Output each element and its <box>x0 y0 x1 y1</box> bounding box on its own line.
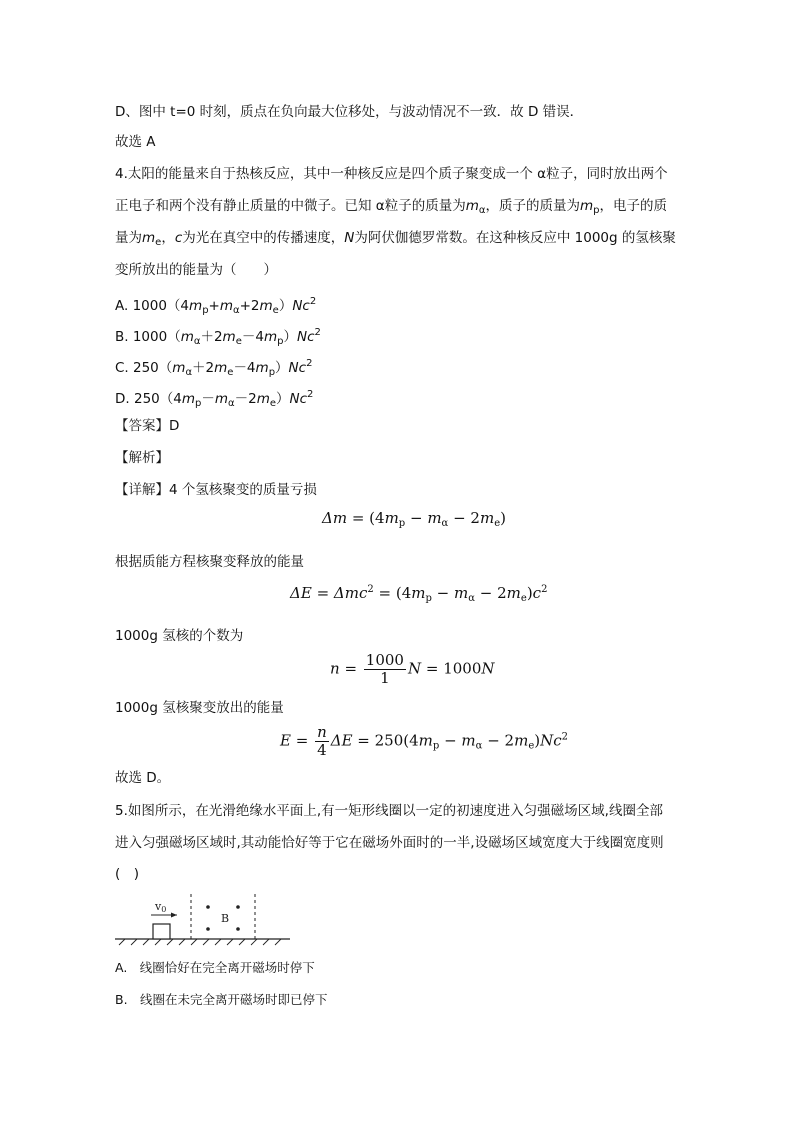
var: m <box>579 198 594 214</box>
var: m <box>384 509 399 527</box>
equation-energy: $\Delta E = \Delta mc^2 = (4m_p - m_\alpha - 2m_e)c^2$ <box>290 584 548 604</box>
option-b: B. $1000(m_\alpha+2m_e-4m_p)Nc^2$ <box>115 327 321 347</box>
question-5-stem: 5.如图所示，在光滑绝缘水平面上,有一矩形线圈以一定的初速度进入匀强磁场区域,线圈全部 <box>115 803 663 819</box>
var: m <box>256 391 270 407</box>
sub: α <box>228 398 235 409</box>
text-line: 根据质能方程核聚变释放的能量 <box>115 554 304 570</box>
question-4-stem <box>115 196 667 221</box>
detail-text: 4 个氢核聚变的质量亏损 <box>169 482 317 498</box>
var: n <box>330 659 340 678</box>
var: m <box>465 198 479 214</box>
sub: α <box>193 336 201 347</box>
fraction <box>315 724 329 759</box>
sub: e <box>520 593 527 604</box>
var: m <box>418 731 433 750</box>
var: Nc <box>292 298 310 314</box>
fraction <box>364 652 406 687</box>
numerator: 1000 <box>365 651 404 669</box>
answer-tag: 【答案】 <box>115 418 169 434</box>
equation-count: n = $\frac{1000}{1}$ N = 1000N <box>330 651 495 687</box>
question-4-stem: 4.太阳的能量来自于热核反应，其中一种核反应是四个质子聚变成一个 α粒子，同时放出两个 <box>115 166 668 182</box>
var: Nc <box>288 360 307 376</box>
detail <box>115 480 317 500</box>
var: m <box>214 360 228 376</box>
sub: e <box>235 336 242 347</box>
velocity-label: v0 <box>155 900 167 914</box>
var: c <box>174 230 183 246</box>
sub: p <box>593 205 600 216</box>
denominator: 1 <box>380 669 390 687</box>
sub: e <box>269 398 277 409</box>
sub: e <box>494 518 501 529</box>
sub: p <box>268 367 276 378</box>
sub: α <box>478 205 486 216</box>
option-c: C. $250(m_\alpha+2m_e-4m_p)Nc^2$ <box>115 358 313 378</box>
question-5-stem: ( ) <box>115 866 140 882</box>
magnetic-field-figure <box>115 890 295 950</box>
var: c <box>532 584 542 602</box>
var: m <box>181 391 195 407</box>
var: m <box>189 298 203 314</box>
sub: e <box>272 305 279 316</box>
option-d: D. $250(4m_p-m_\alpha-2m_e)Nc^2$ <box>115 389 314 409</box>
sub: p <box>277 336 284 347</box>
text: 量为 <box>115 230 142 246</box>
text: D. 250（4 <box>115 391 182 407</box>
var: N <box>344 230 355 246</box>
text: B. 1000（ <box>115 329 181 345</box>
text: ，质子的质量为 <box>485 198 580 214</box>
sub: e <box>155 237 162 248</box>
var: m <box>461 731 476 750</box>
question-5-stem: 进入匀强磁场区域时,其动能恰好等于它在磁场外面时的一半,设磁场区域宽度大于线圈宽度则 <box>115 835 664 851</box>
var: m <box>255 360 269 376</box>
text: ，电子的质 <box>599 198 667 214</box>
sub: α <box>185 367 193 378</box>
var: m <box>427 509 442 527</box>
question-5-option-b: B. 线圈在未完全离开磁场时即已停下 <box>115 992 328 1007</box>
var: m <box>514 731 529 750</box>
answer <box>115 416 179 436</box>
text: A. 1000（4 <box>115 298 190 314</box>
denominator: 4 <box>317 741 327 759</box>
var: m <box>180 329 194 345</box>
sub: e <box>227 367 234 378</box>
var: Nc <box>296 329 315 345</box>
equation-mass-defect: $\Delta m = (4m_p - m_\alpha - 2m_e)$ <box>322 509 506 529</box>
var: m <box>219 298 234 314</box>
equation-total-energy: E = $\frac{n}{4}$ $\Delta E = 250(4m_p - m_\alpha - 2m_e)Nc^2$ <box>280 723 568 759</box>
coil-rectangle <box>153 924 170 939</box>
sub: p <box>398 518 406 529</box>
sub: α <box>233 305 240 316</box>
sub: p <box>195 398 202 409</box>
sup: 2 <box>541 584 548 595</box>
sub: e <box>528 740 535 752</box>
text: C. 250（ <box>115 360 173 376</box>
sup: 2 <box>367 584 374 595</box>
numerator: n <box>317 723 327 741</box>
question-4-stem: 变所放出的能量为（ ） <box>115 262 277 278</box>
sub: α <box>441 518 449 529</box>
var: m <box>172 360 186 376</box>
text: 正电子和两个没有静止质量的中微子。已知 α粒子的质量为 <box>115 198 466 214</box>
sub: α <box>468 593 475 604</box>
sub: p <box>202 305 209 316</box>
var: m <box>479 509 495 527</box>
var: m <box>259 298 273 314</box>
detail-tag: 【详解】 <box>115 482 169 498</box>
var: m <box>142 230 156 246</box>
question-5-option-a: A. 线圈恰好在完全离开磁场时停下 <box>115 960 315 975</box>
ground-hatching <box>119 939 281 945</box>
var: m <box>263 329 278 345</box>
sup: 2 <box>306 358 313 369</box>
sup: 2 <box>307 389 314 400</box>
text: 为光在真空中的传播速度， <box>182 230 345 246</box>
sup: 2 <box>309 296 317 307</box>
var: m <box>214 391 229 407</box>
analysis-tag: 【解析】 <box>115 450 169 466</box>
text-line: 1000g 氢核聚变放出的能量 <box>115 700 284 716</box>
var: m <box>506 584 521 602</box>
var: Nc <box>540 731 562 750</box>
var: N <box>407 659 422 678</box>
var: Nc <box>289 391 308 407</box>
field-label: B <box>221 912 230 925</box>
var: m <box>411 584 426 602</box>
var: N <box>481 659 495 678</box>
option-a: A. $1000(4m_p+m_\alpha+2m_e)Nc^2$ <box>115 296 317 316</box>
var: m <box>222 329 236 345</box>
text: ， <box>161 230 175 246</box>
sup: 2 <box>314 327 321 338</box>
text-line: 1000g 氢核的个数为 <box>115 628 244 644</box>
sub: p <box>425 593 432 604</box>
sup: 2 <box>561 731 568 743</box>
text-line: 故选 D。 <box>115 770 171 786</box>
question-4-stem <box>115 228 676 253</box>
sub: p <box>432 740 440 752</box>
text-line: 故选 A <box>115 134 156 150</box>
var: m <box>454 584 469 602</box>
text-line: D、图中 t=0 时刻，质点在负向最大位移处，与波动情况不一致．故 D 错误． <box>115 104 584 120</box>
text: 为阿伏伽德罗常数。在这种核反应中 1000g 的氢核聚 <box>354 230 676 246</box>
velocity-arrowhead <box>171 913 177 918</box>
answer-value: D <box>169 418 180 434</box>
sub: α <box>475 740 483 752</box>
